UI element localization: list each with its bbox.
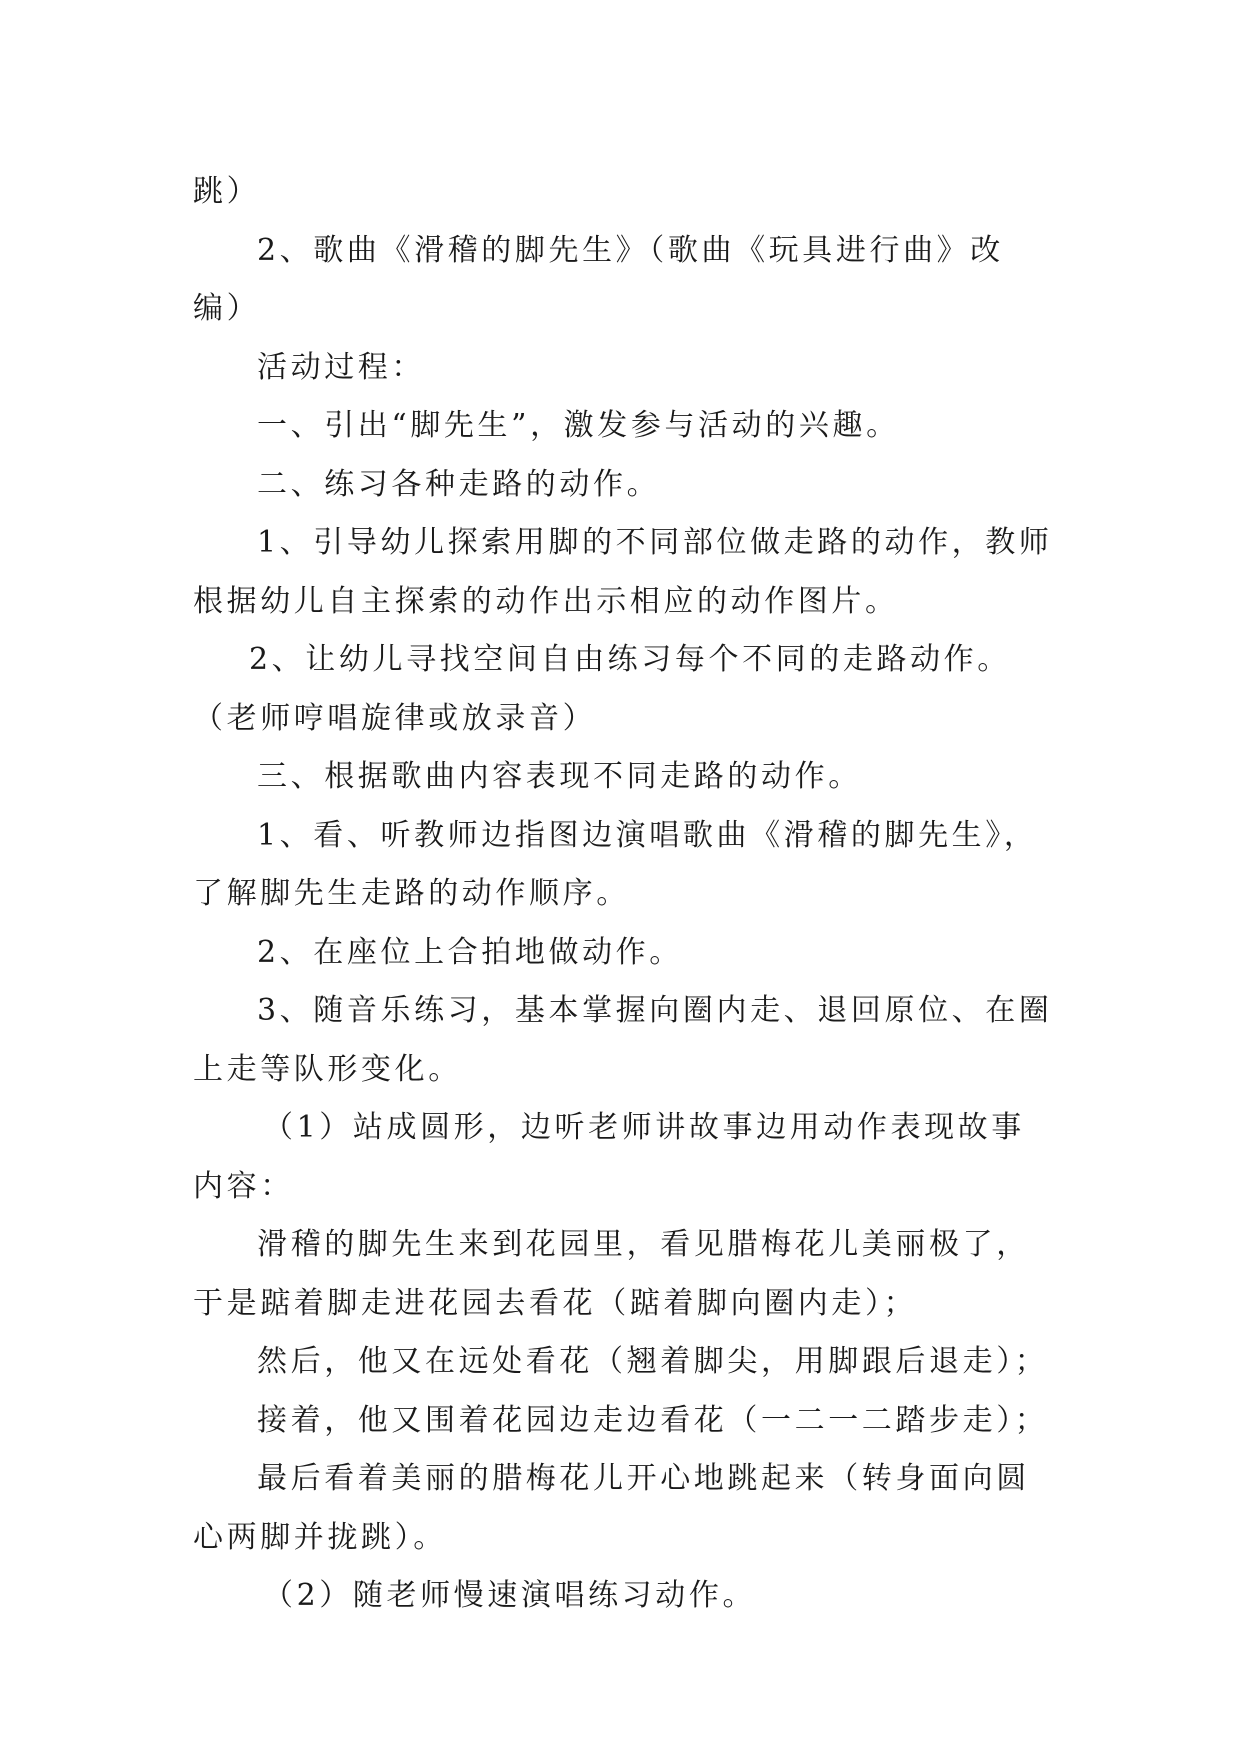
paragraph: 2、在座位上合拍地做动作。: [257, 934, 683, 970]
paragraph: 2、让幼儿寻找空间自由练习每个不同的走路动作。（老师哼唱旋律或放录音）: [193, 642, 1011, 736]
paragraph: 1、看、听教师边指图边演唱歌曲《滑稽的脚先生》，了解脚先生走路的动作顺序。: [193, 817, 1038, 911]
paragraph: 二、练习各种走路的动作。: [257, 466, 661, 502]
document-body: [193, 163, 1053, 1626]
paragraph: 然后，他又在远处看花（翘着脚尖，用脚跟后退走）；: [257, 1344, 1049, 1379]
paragraph: 1、引导幼儿探索用脚的不同部位做走路的动作，教师根据幼儿自主探索的动作出示相应的动作图片。: [193, 525, 1053, 619]
paragraph: 最后看着美丽的腊梅花儿开心地跳起来（转身面向圆心两脚并拢跳）。: [193, 1461, 1030, 1555]
paragraph: 3、随音乐练习，基本掌握向圈内走、退回原位、在圈上走等队形变化。: [193, 993, 1053, 1087]
paragraph: （1）站成圆形，边听老师讲故事边用动作表现故事内容：: [193, 1110, 1025, 1204]
paragraph: （2）随老师慢速演唱练习动作。: [263, 1578, 757, 1613]
paragraph: 滑稽的脚先生来到花园里，看见腊梅花儿美丽极了，于是踮着脚走进花园去看花（踮着脚向圈内走）；: [193, 1227, 1030, 1321]
paragraph: 活动过程：: [257, 349, 425, 385]
paragraph: 一、引出“脚先生”，激发参与活动的兴趣。: [257, 408, 900, 443]
paragraph: 接着，他又围着花园边走边看花（一二一二踏步走）；: [257, 1402, 1049, 1438]
paragraph: 三、根据歌曲内容表现不同走路的动作。: [257, 759, 862, 794]
paragraph: 跳）: [193, 174, 261, 209]
paragraph: 2、歌曲《滑稽的脚先生》（歌曲《玩具进行曲》改编）: [193, 232, 1004, 326]
